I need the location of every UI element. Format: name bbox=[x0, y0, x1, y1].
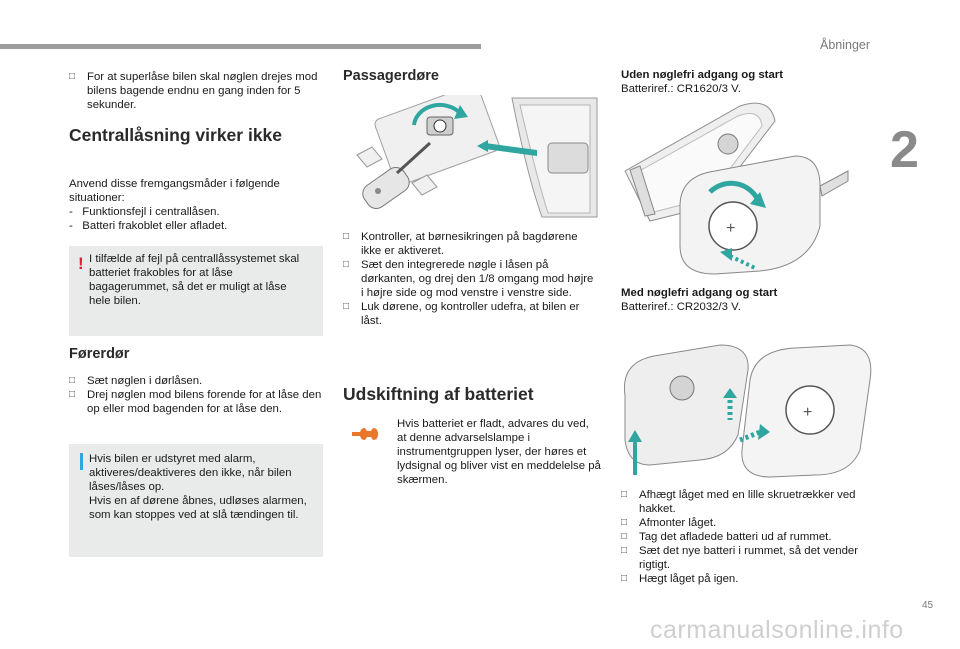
battery-ref: Batteriref.: CR1620/3 V. bbox=[621, 83, 741, 95]
keyless-key-illustration bbox=[620, 340, 880, 480]
wrench-icon bbox=[352, 424, 384, 444]
label-with-keyless: Med nøglefri adgang og start bbox=[621, 287, 778, 299]
intro-text: Anvend disse fremgangsmåder i følgende situationer: bbox=[69, 178, 280, 204]
door-lock-illustration bbox=[352, 95, 600, 220]
warning-icon: ! bbox=[78, 254, 84, 273]
list-item: □ Afhægt låget med en lille skruetrækker ved hakket. bbox=[621, 488, 871, 516]
battery-ref: Batteriref.: CR2032/3 V. bbox=[621, 301, 741, 313]
label-without-keyless: Uden nøglefri adgang og start bbox=[621, 69, 784, 81]
central-locking-body bbox=[69, 177, 309, 233]
battery-type-with-keyless bbox=[621, 286, 821, 314]
list-item: □ For at superlåse bilen skal nøglen drejes mod bilens bagende endnu en gang inden for 5 sekunder. bbox=[69, 70, 324, 112]
list-item: □ Luk dørene, og kontroller udefra, at bilen er låst. bbox=[343, 300, 595, 328]
dash-item: - Funktionsfejl i centrallåsen. bbox=[69, 206, 220, 218]
info-paragraph: Hvis en af dørene åbnes, udløses alarmen, som kan stoppes ved at slå tændingen til. bbox=[89, 495, 307, 521]
info-text bbox=[89, 452, 311, 522]
battery-type-without-keyless bbox=[621, 68, 821, 96]
list-item: □ Sæt det nye batteri i rummet, så det vender rigtigt. bbox=[621, 544, 871, 572]
remote-key-illustration bbox=[620, 96, 850, 281]
list-item: □ Kontroller, at børnesikringen på bagdørene ikke er aktiveret. bbox=[343, 230, 595, 258]
dash-item: - Batteri frakoblet eller afladet. bbox=[69, 220, 228, 232]
header-rule bbox=[0, 44, 481, 49]
info-paragraph: Hvis bilen er udstyret med alarm, aktiveres/deaktiveres den ikke, når bilen låses/låses op. bbox=[89, 453, 292, 493]
info-note bbox=[69, 444, 323, 557]
info-icon bbox=[80, 453, 83, 470]
warning-note bbox=[69, 246, 323, 336]
heading-passenger-doors: Passagerdøre bbox=[343, 68, 439, 84]
passenger-door-steps bbox=[343, 230, 595, 328]
section-name: Åbninger bbox=[820, 38, 871, 52]
list-item: □ Afmonter låget. bbox=[621, 516, 871, 530]
chapter-number: 2 bbox=[890, 121, 919, 179]
driver-door-steps bbox=[69, 374, 324, 416]
svg-text:+: + bbox=[803, 404, 813, 421]
warning-text: I tilfælde af fejl på centrallåssystemet skal batteriet frakobles for at låse bagagerummet, så det er muligt at låse hele bilen. bbox=[89, 253, 300, 307]
battery-warning-text: Hvis batteriet er fladt, advares du ved, at denne advarselslampe i instrumentgruppen lyser, der høres et lydsignal og bliver vist en meddelelse på skærmen. bbox=[397, 418, 601, 486]
list-item: □ Sæt nøglen i dørlåsen. bbox=[69, 374, 324, 388]
heading-central-locking: Centrallåsning virker ikke bbox=[69, 125, 283, 145]
heading-driver-door: Førerdør bbox=[69, 346, 130, 362]
list-item: □ Tag det afladede batteri ud af rummet. bbox=[621, 530, 871, 544]
list-item: □ Drej nøglen mod bilens forende for at låse den op eller mod bagenden for at låse den. bbox=[69, 388, 324, 416]
page-number: 45 bbox=[922, 600, 934, 611]
heading-battery-replacement: Udskiftning af batteriet bbox=[343, 384, 534, 404]
superlock-instruction bbox=[69, 70, 324, 112]
battery-replacement-steps bbox=[621, 488, 871, 586]
svg-text:+: + bbox=[726, 220, 736, 237]
list-item: □ Hægt låget på igen. bbox=[621, 572, 871, 586]
list-item: □ Sæt den integrerede nøgle i låsen på dørkanten, og drej den 1/8 omgang mod højre i højre side og mod venstre i venstre side. bbox=[343, 258, 595, 300]
watermark-text: carmanualsonline.info bbox=[650, 616, 904, 644]
